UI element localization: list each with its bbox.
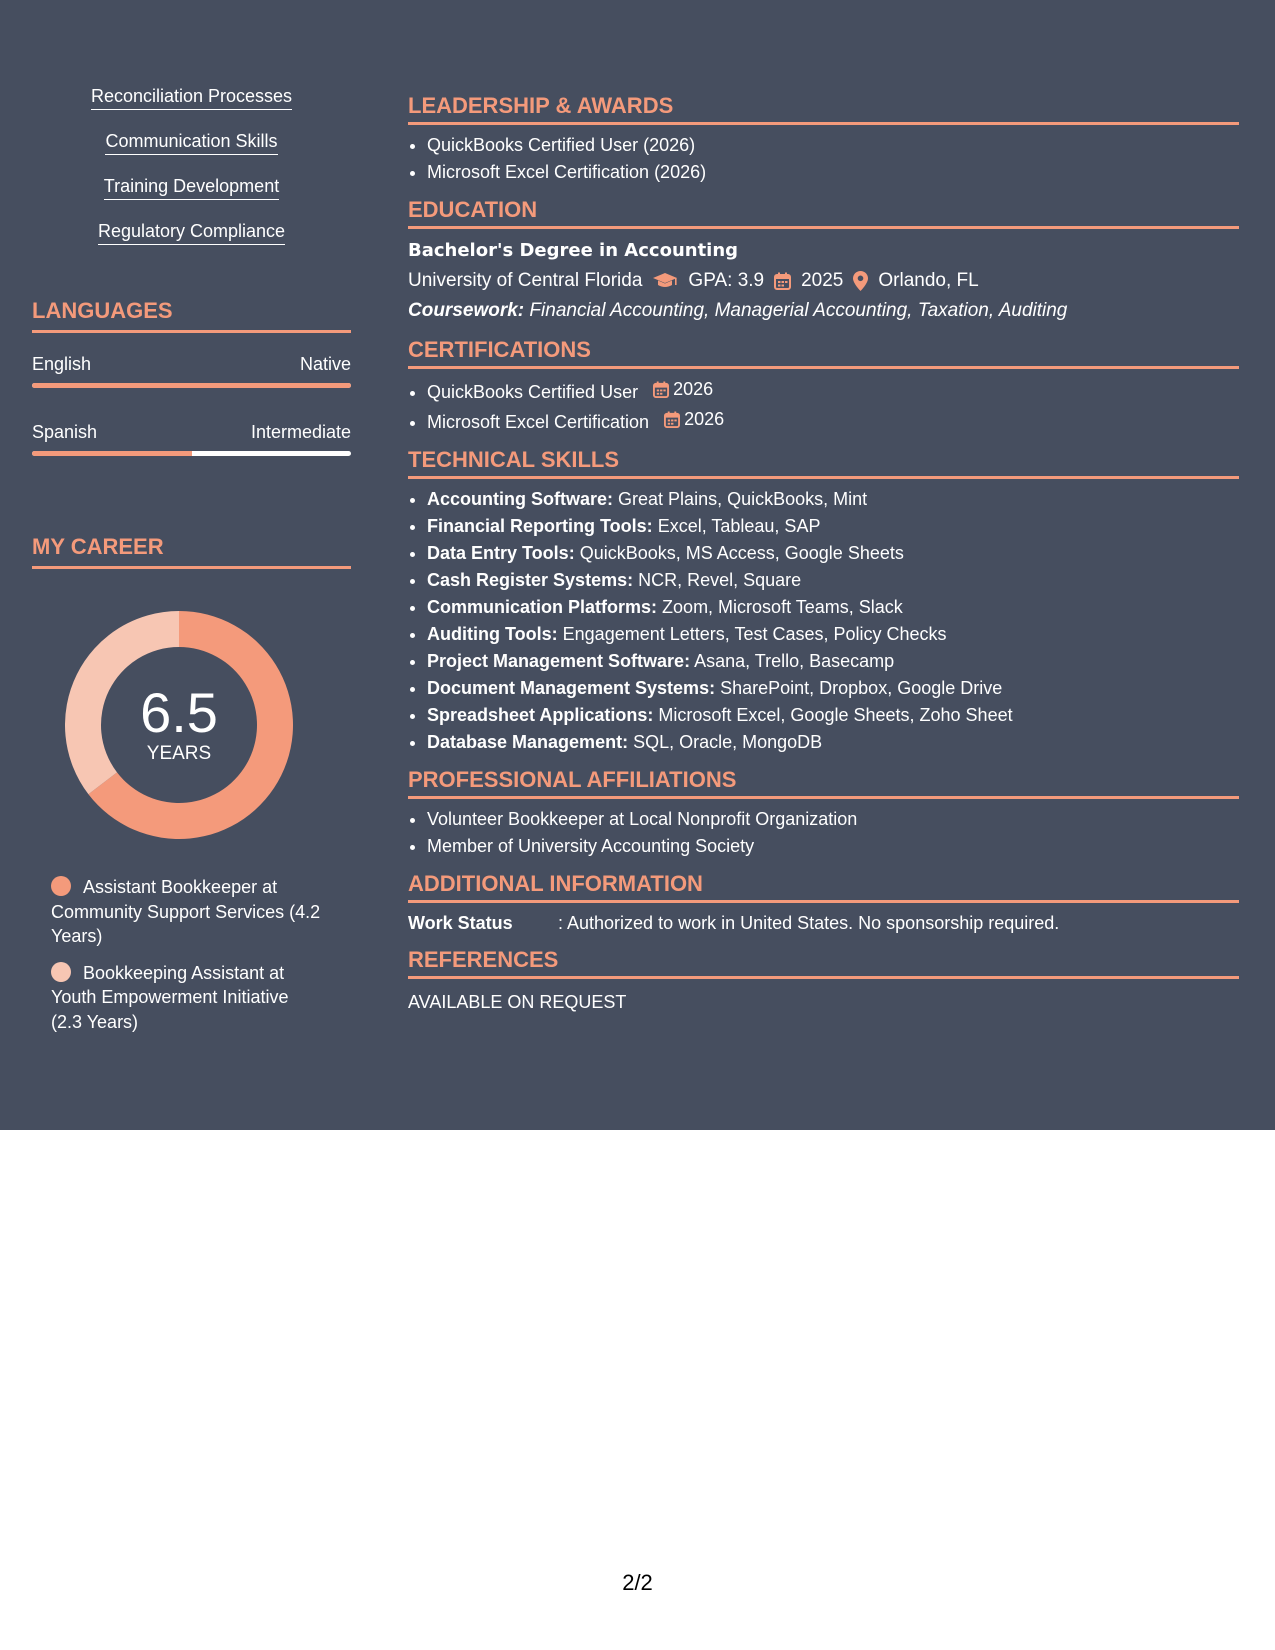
career-total-value: 6.5 bbox=[140, 681, 218, 744]
leadership-heading: LEADERSHIP & AWARDS bbox=[408, 93, 1239, 125]
coursework-text: Financial Accounting, Managerial Accounting, Taxation, Auditing bbox=[529, 300, 1068, 321]
additional-info-heading: ADDITIONAL INFORMATION bbox=[408, 871, 1239, 903]
graduation-cap-icon bbox=[652, 272, 678, 290]
skills-list bbox=[32, 85, 351, 265]
list-item bbox=[427, 540, 1239, 567]
career-legend bbox=[51, 875, 321, 1034]
languages-heading: LANGUAGES bbox=[32, 298, 351, 333]
affiliations-section bbox=[408, 767, 1239, 860]
skill-values: Asana, Trello, Basecamp bbox=[694, 651, 895, 671]
skill-values: Engagement Letters, Test Cases, Policy Checks bbox=[562, 624, 947, 644]
affiliations-heading: PROFESSIONAL AFFILIATIONS bbox=[408, 767, 1239, 799]
list-item: • QuickBooks Certified User (2026) bbox=[427, 132, 1239, 159]
skill-values: NCR, Revel, Square bbox=[638, 570, 802, 590]
main-column bbox=[408, 93, 1239, 1026]
list-item bbox=[427, 594, 1239, 621]
work-status-label: Work Status bbox=[408, 913, 513, 933]
career-legend-item bbox=[51, 875, 321, 949]
skill-category: Auditing Tools: bbox=[427, 624, 558, 644]
references-text: AVAILABLE ON REQUEST bbox=[408, 992, 627, 1012]
references-section bbox=[408, 947, 1239, 1015]
list-item bbox=[427, 486, 1239, 513]
career-section bbox=[32, 534, 351, 1034]
certification-year: 2026 bbox=[673, 379, 714, 399]
list-item bbox=[427, 621, 1239, 648]
career-donut-chart bbox=[65, 611, 293, 839]
skill-link[interactable]: Communication Skills bbox=[105, 130, 277, 155]
certification-year: 2026 bbox=[684, 409, 725, 429]
career-role-text: Bookkeeping Assistant at Youth Empowerment Initiative (2.3 Years) bbox=[51, 962, 289, 1032]
skill-category: Financial Reporting Tools: bbox=[427, 516, 653, 536]
skill-values: Zoom, Microsoft Teams, Slack bbox=[662, 597, 903, 617]
skill-item bbox=[32, 175, 351, 220]
skill-category: Project Management Software: bbox=[427, 651, 691, 671]
list-item bbox=[427, 702, 1239, 729]
page-number: 2/2 bbox=[622, 1570, 653, 1595]
coursework bbox=[408, 296, 1239, 326]
skill-link[interactable]: Reconciliation Processes bbox=[91, 85, 292, 110]
language-level: Intermediate bbox=[250, 422, 351, 442]
additional-info-section bbox=[408, 871, 1239, 936]
work-status-row bbox=[408, 910, 1239, 936]
skill-values: QuickBooks, MS Access, Google Sheets bbox=[579, 543, 904, 563]
skill-link[interactable]: Regulatory Compliance bbox=[98, 220, 285, 245]
language-bar-fill bbox=[32, 451, 192, 456]
language-bar bbox=[32, 451, 351, 456]
skill-values: SQL, Oracle, MongoDB bbox=[633, 732, 823, 752]
school-location: Orlando, FL bbox=[878, 270, 979, 291]
calendar-icon bbox=[664, 411, 680, 428]
certification-name: QuickBooks Certified User bbox=[427, 382, 639, 402]
skill-category: Data Entry Tools: bbox=[427, 543, 575, 563]
school-name: University of Central Florida bbox=[408, 270, 643, 291]
language-bar-fill bbox=[32, 383, 351, 388]
list-item bbox=[427, 675, 1239, 702]
skill-category: Document Management Systems: bbox=[427, 678, 716, 698]
certifications-heading: CERTIFICATIONS bbox=[408, 337, 1239, 369]
language-name: Spanish bbox=[32, 422, 98, 442]
calendar-icon bbox=[653, 381, 669, 398]
degree-title: Bachelor's Degree in Accounting bbox=[408, 240, 739, 261]
graduation-year: 2025 bbox=[801, 270, 844, 291]
sidebar bbox=[32, 85, 351, 1046]
references-heading: REFERENCES bbox=[408, 947, 1239, 979]
language-level: Native bbox=[299, 354, 351, 374]
list-item bbox=[427, 567, 1239, 594]
career-heading: MY CAREER bbox=[32, 534, 351, 569]
skill-item bbox=[32, 85, 351, 130]
leadership-section bbox=[408, 93, 1239, 186]
list-item: • Member of University Accounting Society bbox=[427, 833, 1239, 860]
list-item: • Volunteer Bookkeeper at Local Nonprofit Organization bbox=[427, 806, 1239, 833]
skill-category: Spreadsheet Applications: bbox=[427, 705, 654, 725]
technical-skills-list bbox=[408, 486, 1239, 756]
skill-category: Cash Register Systems: bbox=[427, 570, 634, 590]
skill-item bbox=[32, 130, 351, 175]
gpa: GPA: 3.9 bbox=[688, 270, 765, 291]
list-item bbox=[427, 513, 1239, 540]
language-name: English bbox=[32, 354, 92, 374]
skill-item bbox=[32, 220, 351, 265]
skill-values: Great Plains, QuickBooks, Mint bbox=[618, 489, 868, 509]
list-item bbox=[427, 729, 1239, 756]
technical-skills-section bbox=[408, 447, 1239, 756]
career-legend-item bbox=[51, 961, 321, 1035]
location-pin-icon bbox=[853, 271, 868, 291]
education-heading: EDUCATION bbox=[408, 197, 1239, 229]
technical-skills-heading: TECHNICAL SKILLS bbox=[408, 447, 1239, 479]
coursework-label: Coursework: bbox=[408, 300, 525, 321]
work-status-value: : Authorized to work in United States. No sponsorship required. bbox=[558, 913, 1060, 933]
education-section bbox=[408, 197, 1239, 326]
language-bar bbox=[32, 383, 351, 388]
skill-category: Database Management: bbox=[427, 732, 629, 752]
list-item: • Microsoft Excel Certification (2026) bbox=[427, 159, 1239, 186]
legend-dot-icon bbox=[51, 876, 71, 896]
list-item bbox=[427, 648, 1239, 675]
list-item bbox=[427, 406, 1239, 436]
skill-values: Microsoft Excel, Google Sheets, Zoho Sheet bbox=[658, 705, 1013, 725]
skill-category: Communication Platforms: bbox=[427, 597, 658, 617]
certifications-section bbox=[408, 337, 1239, 436]
skill-values: SharePoint, Dropbox, Google Drive bbox=[720, 678, 1003, 698]
education-details bbox=[408, 265, 1239, 296]
career-role-text: Assistant Bookkeeper at Community Support Services (4.2 Years) bbox=[51, 877, 321, 946]
career-total-unit: YEARS bbox=[146, 743, 212, 764]
calendar-icon bbox=[774, 272, 791, 290]
certification-name: Microsoft Excel Certification bbox=[427, 412, 650, 432]
languages-section bbox=[32, 298, 351, 456]
skill-category: Accounting Software: bbox=[427, 489, 614, 509]
list-item bbox=[427, 376, 1239, 406]
skill-link[interactable]: Training Development bbox=[104, 175, 279, 200]
legend-dot-icon bbox=[51, 962, 71, 982]
skill-values: Excel, Tableau, SAP bbox=[657, 516, 821, 536]
language-row bbox=[32, 421, 351, 456]
language-row bbox=[32, 353, 351, 388]
